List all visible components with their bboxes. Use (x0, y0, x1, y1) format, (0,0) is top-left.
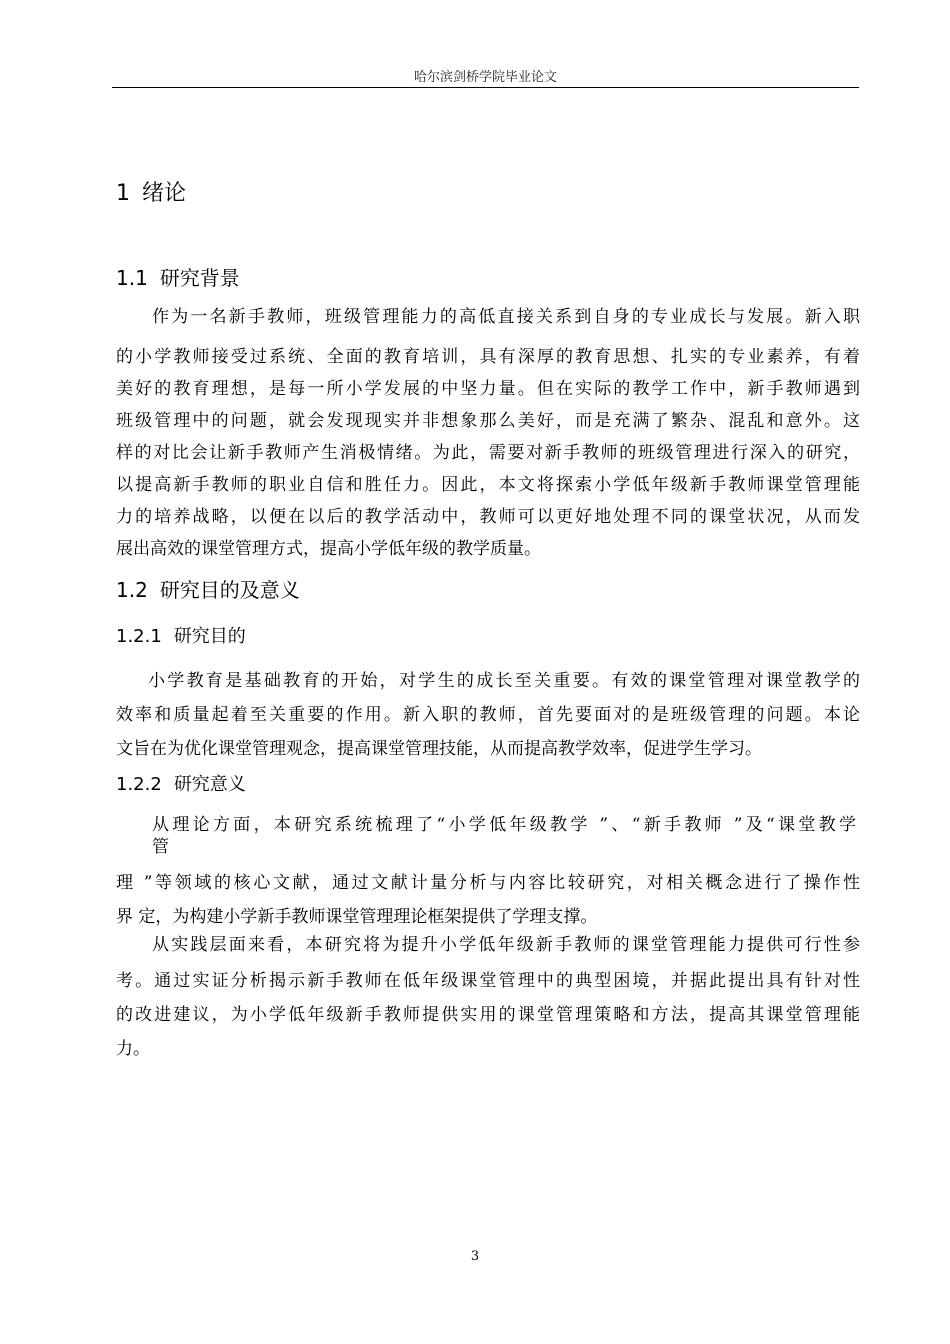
paragraph-line: 作为一名新手教师，班级管理能力的高低直接关系到自身的专业成长与发展。新入职 (152, 307, 860, 327)
paragraph-line: 展出高效的课堂管理方式，提高小学低年级的教学质量。 (116, 539, 541, 559)
paragraph-line: 样的对比会让新手教师产生消极情绪。为此，需要对新手教师的班级管理进行深入的研究， (116, 443, 860, 463)
paragraph-line: 考。通过实证分析揭示新手教师在低年级课堂管理中的典型困境，并据此提出具有针对性 (116, 971, 860, 991)
paragraph-line: 的改进建议，为小学低年级新手教师提供实用的课堂管理策略和方法，提高其课堂管理能 (116, 1005, 860, 1025)
paragraph-line: 的小学教师接受过系统、全面的教育培训，具有深厚的教育思想、扎实的专业素养，有着 (116, 347, 860, 367)
paragraph-line: 从实践层面来看，本研究将为提升小学低年级新手教师的课堂管理能力提供可行性参 (152, 935, 860, 955)
section-title: 研究背景 (159, 266, 240, 290)
paragraph-line: 以提高新手教师的职业自信和胜任力。因此，本文将探索小学低年级新手教师课堂管理能 (116, 475, 860, 495)
paragraph-line: 管 (152, 837, 169, 857)
page-number: 3 (470, 1249, 480, 1264)
paragraph-line: 小学教育是基础教育的开始，对学生的成长至关重要。有效的课堂管理对课堂教学的 (148, 671, 860, 691)
subsection-1-2-1-heading (116, 622, 246, 648)
section-1-2-heading (116, 574, 300, 603)
section-1-1-heading (116, 262, 240, 291)
paragraph-line: 班级管理中的问题，就会发现现实并非想象那么美好，而是充满了繁杂、混乱和意外。这 (116, 411, 860, 431)
section-number: 1.1 (116, 266, 148, 290)
paragraph-line: 理 ”等领域的核心文献，通过文献计量分析与内容比较研究，对相关概念进行了操作性 (116, 873, 860, 893)
paragraph-line: 力的培养战略，以便在以后的教学活动中，教师可以更好地处理不同的课堂状况，从而发 (116, 507, 860, 527)
section-number: 1.2 (116, 578, 148, 602)
subsection-title: 研究目的 (173, 626, 246, 647)
paragraph-line: 美好的教育理想，是每一所小学发展的中坚力量。但在实际的教学工作中，新手教师遇到 (116, 379, 860, 399)
chapter-number: 1 (116, 181, 130, 206)
paragraph-line: 文旨在为优化课堂管理观念，提高课堂管理技能，从而提高教学效率，促进学生学习。 (116, 739, 762, 759)
paragraph-line: 界 定，为构建小学新手教师课堂管理理论框架提供了学理支撑。 (116, 907, 598, 927)
section-title: 研究目的及意义 (159, 578, 300, 602)
subsection-1-2-2-heading (116, 770, 246, 796)
subsection-number: 1.2.2 (116, 774, 162, 795)
paragraph-line: 从理论方面，本研究系统梳理了“小学低年级教学 ”、“新手教师 ”及“课堂教学 (152, 815, 856, 835)
running-header: 哈尔滨剑桥学院毕业论文 (413, 70, 557, 85)
paragraph-line: 效率和质量起着至关重要的作用。新入职的教师，首先要面对的是班级管理的问题。本论 (116, 705, 860, 725)
chapter-heading (116, 176, 186, 207)
subsection-number: 1.2.1 (116, 626, 162, 647)
chapter-title: 绪论 (142, 181, 187, 206)
paragraph-line: 力。 (116, 1039, 150, 1059)
header-rule (112, 87, 859, 88)
subsection-title: 研究意义 (173, 774, 246, 795)
